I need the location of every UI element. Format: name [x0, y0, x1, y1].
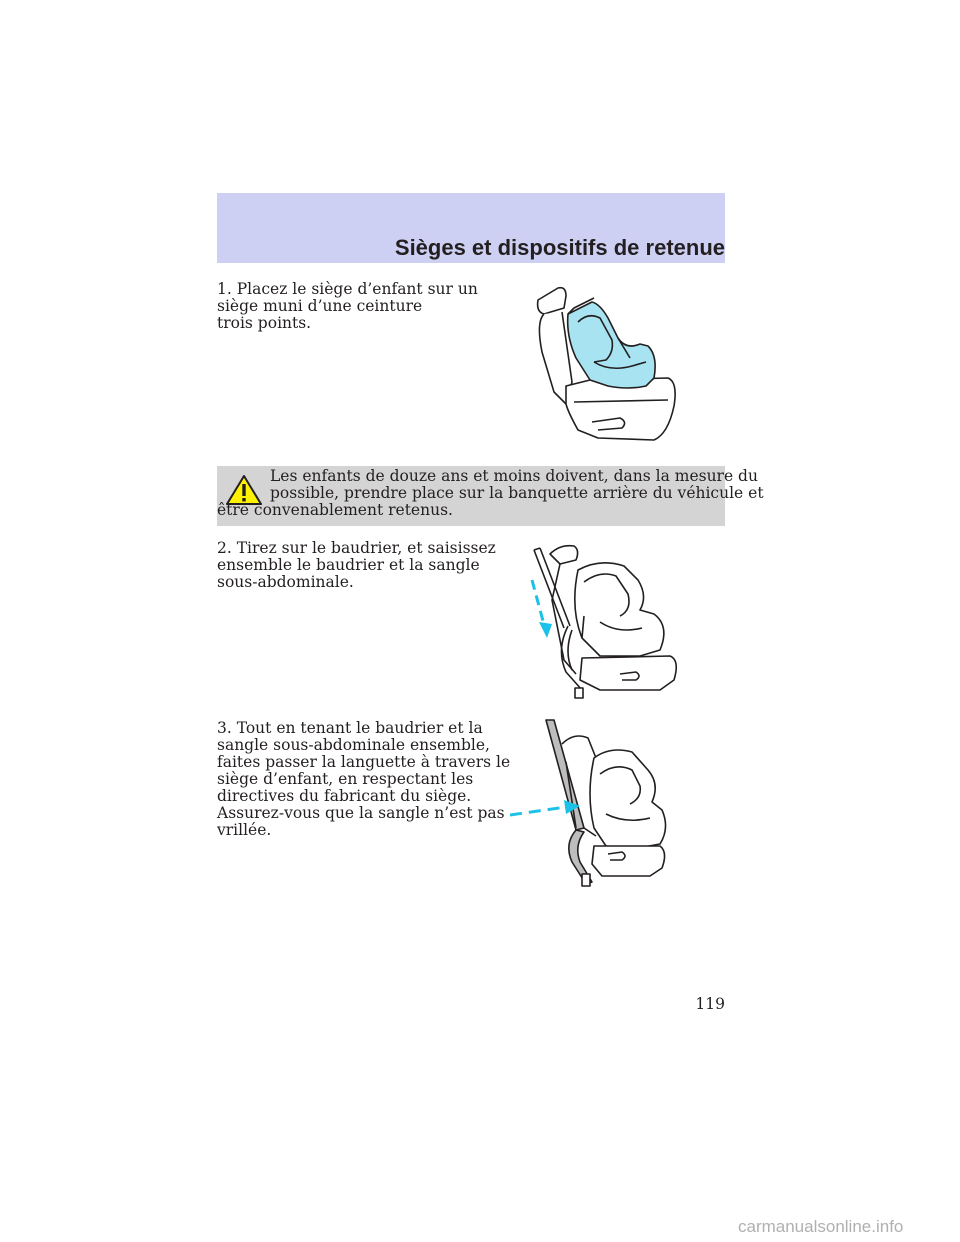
text-line: Assurez-vous que la sangle n’est pas [217, 804, 505, 822]
text-line: 3. Tout en tenant le baudrier et la [217, 719, 483, 737]
section-title: Sièges et dispositifs de retenue [394, 235, 725, 260]
text-line: trois points. [217, 314, 312, 332]
text-line: 1. Placez le siège d’enfant sur un [217, 280, 478, 298]
text-line: siège muni d’une ceinture [217, 297, 423, 315]
step-2-text [217, 539, 496, 591]
step-1-text [217, 281, 487, 332]
text-line: sous-abdominale. [217, 573, 354, 591]
text-line: possible, prendre place sur la banquette arrière du véhicule et [270, 484, 764, 502]
page-number: 119 [695, 995, 725, 1013]
watermark-text: carmanualsonline.info [738, 1217, 904, 1236]
section-header-band [217, 193, 725, 263]
text-line: Les enfants de douze ans et moins doivent, dans la mesure du [270, 467, 758, 485]
text-line: sangle sous-abdominale ensemble, [217, 736, 490, 754]
warning-box [217, 466, 764, 526]
text-line: siège d’enfant, en respectant les [217, 770, 474, 788]
pull-shoulder-belt-illustration [520, 540, 690, 700]
text-line: vrillée. [217, 821, 272, 839]
text-line: être convenablement retenus. [217, 501, 453, 519]
warning-text [217, 467, 764, 519]
child-seat-placement-illustration [528, 282, 688, 442]
text-line: faites passer la languette à travers le [217, 753, 511, 771]
step-3-text [217, 719, 511, 839]
text-line: ensemble le baudrier et la sangle [217, 556, 480, 574]
text-line: directives du fabricant du siège. [217, 787, 472, 805]
text-line: 2. Tirez sur le baudrier, et saisissez [217, 539, 496, 557]
route-belt-through-seat-illustration [510, 718, 680, 888]
